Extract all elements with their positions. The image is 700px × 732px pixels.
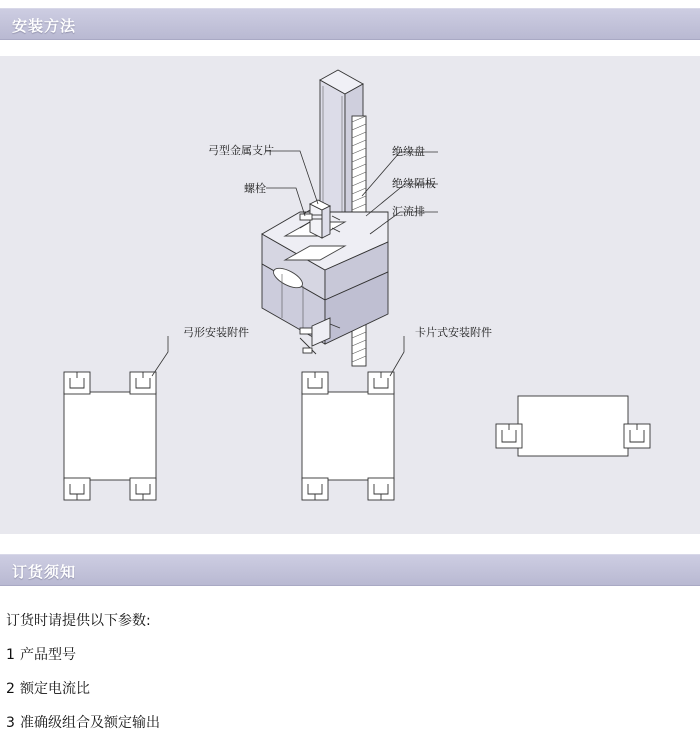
list-item	[6, 712, 700, 732]
label-bow-mounting-accessory: 弓形安装附件	[183, 326, 249, 339]
order-notice-intro: 订货时请提供以下参数:	[6, 613, 151, 629]
clip2-left-top	[302, 372, 328, 394]
clip-right-bottom	[130, 478, 156, 500]
order-notice-list	[0, 644, 700, 732]
clip-left-bottom	[64, 478, 90, 500]
list-item	[6, 678, 700, 698]
clip2-right-bottom	[368, 478, 394, 500]
list-item	[6, 644, 700, 664]
accessory-view-bow	[64, 372, 156, 500]
list-item-label: 准确级组合及额定输出	[20, 715, 160, 731]
installation-diagram-panel	[0, 56, 700, 534]
section-header-order	[0, 554, 700, 586]
label-insulating-disc: 绝缘盘	[392, 145, 425, 158]
assembly-3d-drawing	[262, 70, 388, 366]
label-insulating-partition: 绝缘隔板	[392, 177, 436, 190]
label-bolt: 螺栓	[244, 182, 266, 195]
label-busbar: 汇流排	[392, 205, 425, 218]
clip2-left-bottom	[302, 478, 328, 500]
label-clip-mounting-accessory: 卡片式安装附件	[415, 326, 492, 339]
label-bow-metal-bracket: 弓型金属支片	[208, 144, 274, 157]
section-title-install: 安装方法	[12, 17, 77, 35]
list-item-label: 产品型号	[20, 647, 76, 663]
accessory-view-horizontal	[496, 396, 650, 456]
list-item-number: 2	[6, 681, 15, 697]
accessory-views	[64, 372, 650, 500]
section-title-order: 订货须知	[12, 563, 77, 581]
order-notice-block	[0, 598, 700, 732]
section-header-install	[0, 8, 700, 40]
list-item-number: 3	[6, 715, 15, 731]
list-item-label: 额定电流比	[20, 681, 90, 697]
clip3-left	[496, 424, 522, 448]
accessory-view-clip	[302, 372, 394, 500]
installation-diagram	[0, 56, 700, 534]
list-item-number: 1	[6, 647, 15, 663]
clip3-right	[624, 424, 650, 448]
clip-left-top	[64, 372, 90, 394]
